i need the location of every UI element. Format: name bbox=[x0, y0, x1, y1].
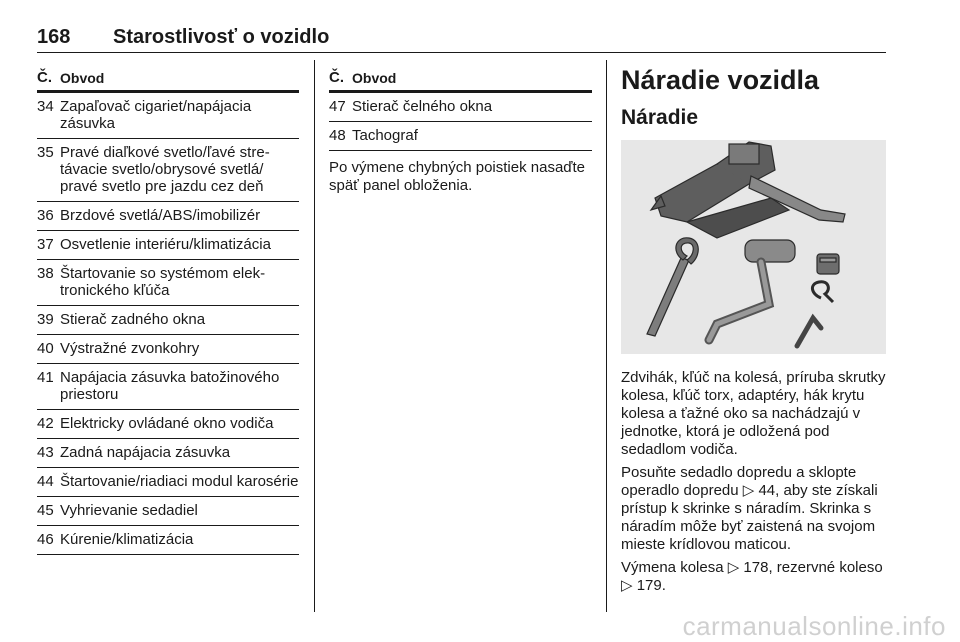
table-row bbox=[37, 497, 299, 526]
table-row bbox=[37, 231, 299, 260]
table-row bbox=[37, 335, 299, 364]
fuse-circuit: Napájacia zásuvka batožinového priestoru bbox=[60, 369, 280, 403]
tools-section bbox=[621, 64, 891, 595]
section-title: Náradie vozidla bbox=[621, 65, 820, 95]
tools-access-paragraph: Posuňte sedadlo dopredu a sklopte operadlo dopredu ▷ 44, aby ste získali prístup k skrinke s náradím. Skrinka s náradím môže byť zaistená na svojom mieste krídlovou maticou. bbox=[621, 464, 878, 553]
adapter-icon bbox=[817, 254, 839, 274]
header-rule bbox=[37, 52, 886, 53]
fuse-circuit: Štartovanie/riadiaci modul karosérie bbox=[60, 473, 299, 490]
table-header bbox=[37, 64, 299, 93]
table-body bbox=[37, 93, 299, 555]
fuse-number: 40 bbox=[37, 340, 54, 357]
table-row bbox=[37, 306, 299, 335]
column-divider-right bbox=[606, 60, 607, 612]
fuse-number: 38 bbox=[37, 265, 54, 282]
column-header-circuit: Obvod bbox=[352, 70, 397, 86]
fuse-circuit: Zapaľovač cigariet/napájacia zásuvka bbox=[60, 98, 252, 132]
fuse-circuit: Zadná napájacia zásuvka bbox=[60, 444, 231, 461]
fuse-number: 34 bbox=[37, 98, 54, 115]
fuse-circuit: Stierač zadného okna bbox=[60, 311, 206, 328]
table-row bbox=[37, 410, 299, 439]
section-subtitle: Náradie bbox=[621, 106, 699, 129]
fuse-number: 41 bbox=[37, 369, 54, 386]
table-row bbox=[37, 260, 299, 306]
column-header-circuit: Obvod bbox=[60, 70, 105, 86]
fuse-table-1 bbox=[37, 64, 299, 555]
fuse-circuit: Elektricky ovládané okno vodiča bbox=[60, 415, 274, 432]
fuse-circuit: Osvetlenie interiéru/klimatizácia bbox=[60, 236, 271, 253]
fuse-circuit: Kúrenie/klimatizácia bbox=[60, 531, 194, 548]
fuse-circuit: Štartovanie so systémom elektronického kľúča bbox=[60, 265, 266, 299]
table-row bbox=[37, 526, 299, 555]
table-row bbox=[37, 139, 299, 202]
table-row bbox=[37, 364, 299, 410]
table-body bbox=[329, 93, 592, 151]
page-number: 168 bbox=[37, 26, 71, 48]
column-divider-left bbox=[314, 60, 315, 612]
table-row bbox=[37, 93, 299, 139]
column-header-number: Č. bbox=[37, 69, 52, 86]
column-header-number: Č. bbox=[329, 69, 344, 86]
table-row bbox=[329, 93, 592, 122]
table-header bbox=[329, 64, 592, 93]
fuse-circuit: Stierač čelného okna bbox=[352, 98, 493, 115]
fuse-number: 46 bbox=[37, 531, 54, 548]
fuse-circuit: Výstražné zvonkohry bbox=[60, 340, 200, 357]
fuse-number: 37 bbox=[37, 236, 54, 253]
fuse-number: 48 bbox=[329, 127, 346, 144]
fuse-number: 44 bbox=[37, 473, 54, 490]
fuse-number: 42 bbox=[37, 415, 54, 432]
tools-location-paragraph: Zdvihák, kľúč na kolesá, príruba skrutky kolesa, kľúč torx, adaptéry, hák krytu kolesa a ťažné oko sa nachádzajú v jednotke, ktorá je odložená pod sedadlom vodiča. bbox=[621, 369, 886, 458]
fuse-table-2 bbox=[329, 64, 592, 195]
table-row bbox=[37, 468, 299, 497]
table-row bbox=[37, 439, 299, 468]
fuse-number: 39 bbox=[37, 311, 54, 328]
page-title: Starostlivosť o vozidlo bbox=[113, 26, 330, 48]
fuse-number: 36 bbox=[37, 207, 54, 224]
fuse-circuit: Tachograf bbox=[352, 127, 418, 144]
fuse-circuit: Vyhrievanie sedadiel bbox=[60, 502, 198, 519]
fuse-note: Po výmene chybných poistiek nasaďte späť panel obloženia. bbox=[329, 159, 586, 194]
fuse-circuit: Pravé diaľkové svetlo/ľavé stretávacie svetlo/obrysové svetlá/ pravé svetlo pre jazdu cez deň bbox=[60, 144, 270, 195]
table-row bbox=[329, 122, 592, 151]
fuse-number: 43 bbox=[37, 444, 54, 461]
fuse-number: 45 bbox=[37, 502, 54, 519]
fuse-number: 35 bbox=[37, 144, 54, 161]
fuse-number: 47 bbox=[329, 98, 346, 115]
fuse-circuit: Brzdové svetlá/ABS/imobilizér bbox=[60, 207, 261, 224]
table-row bbox=[37, 202, 299, 231]
watermark: carmanualsonline.info bbox=[682, 611, 946, 641]
vehicle-tools-illustration bbox=[621, 140, 886, 354]
cross-reference-paragraph: Výmena kolesa ▷ 178, rezervné koleso ▷ 179. bbox=[621, 559, 883, 594]
